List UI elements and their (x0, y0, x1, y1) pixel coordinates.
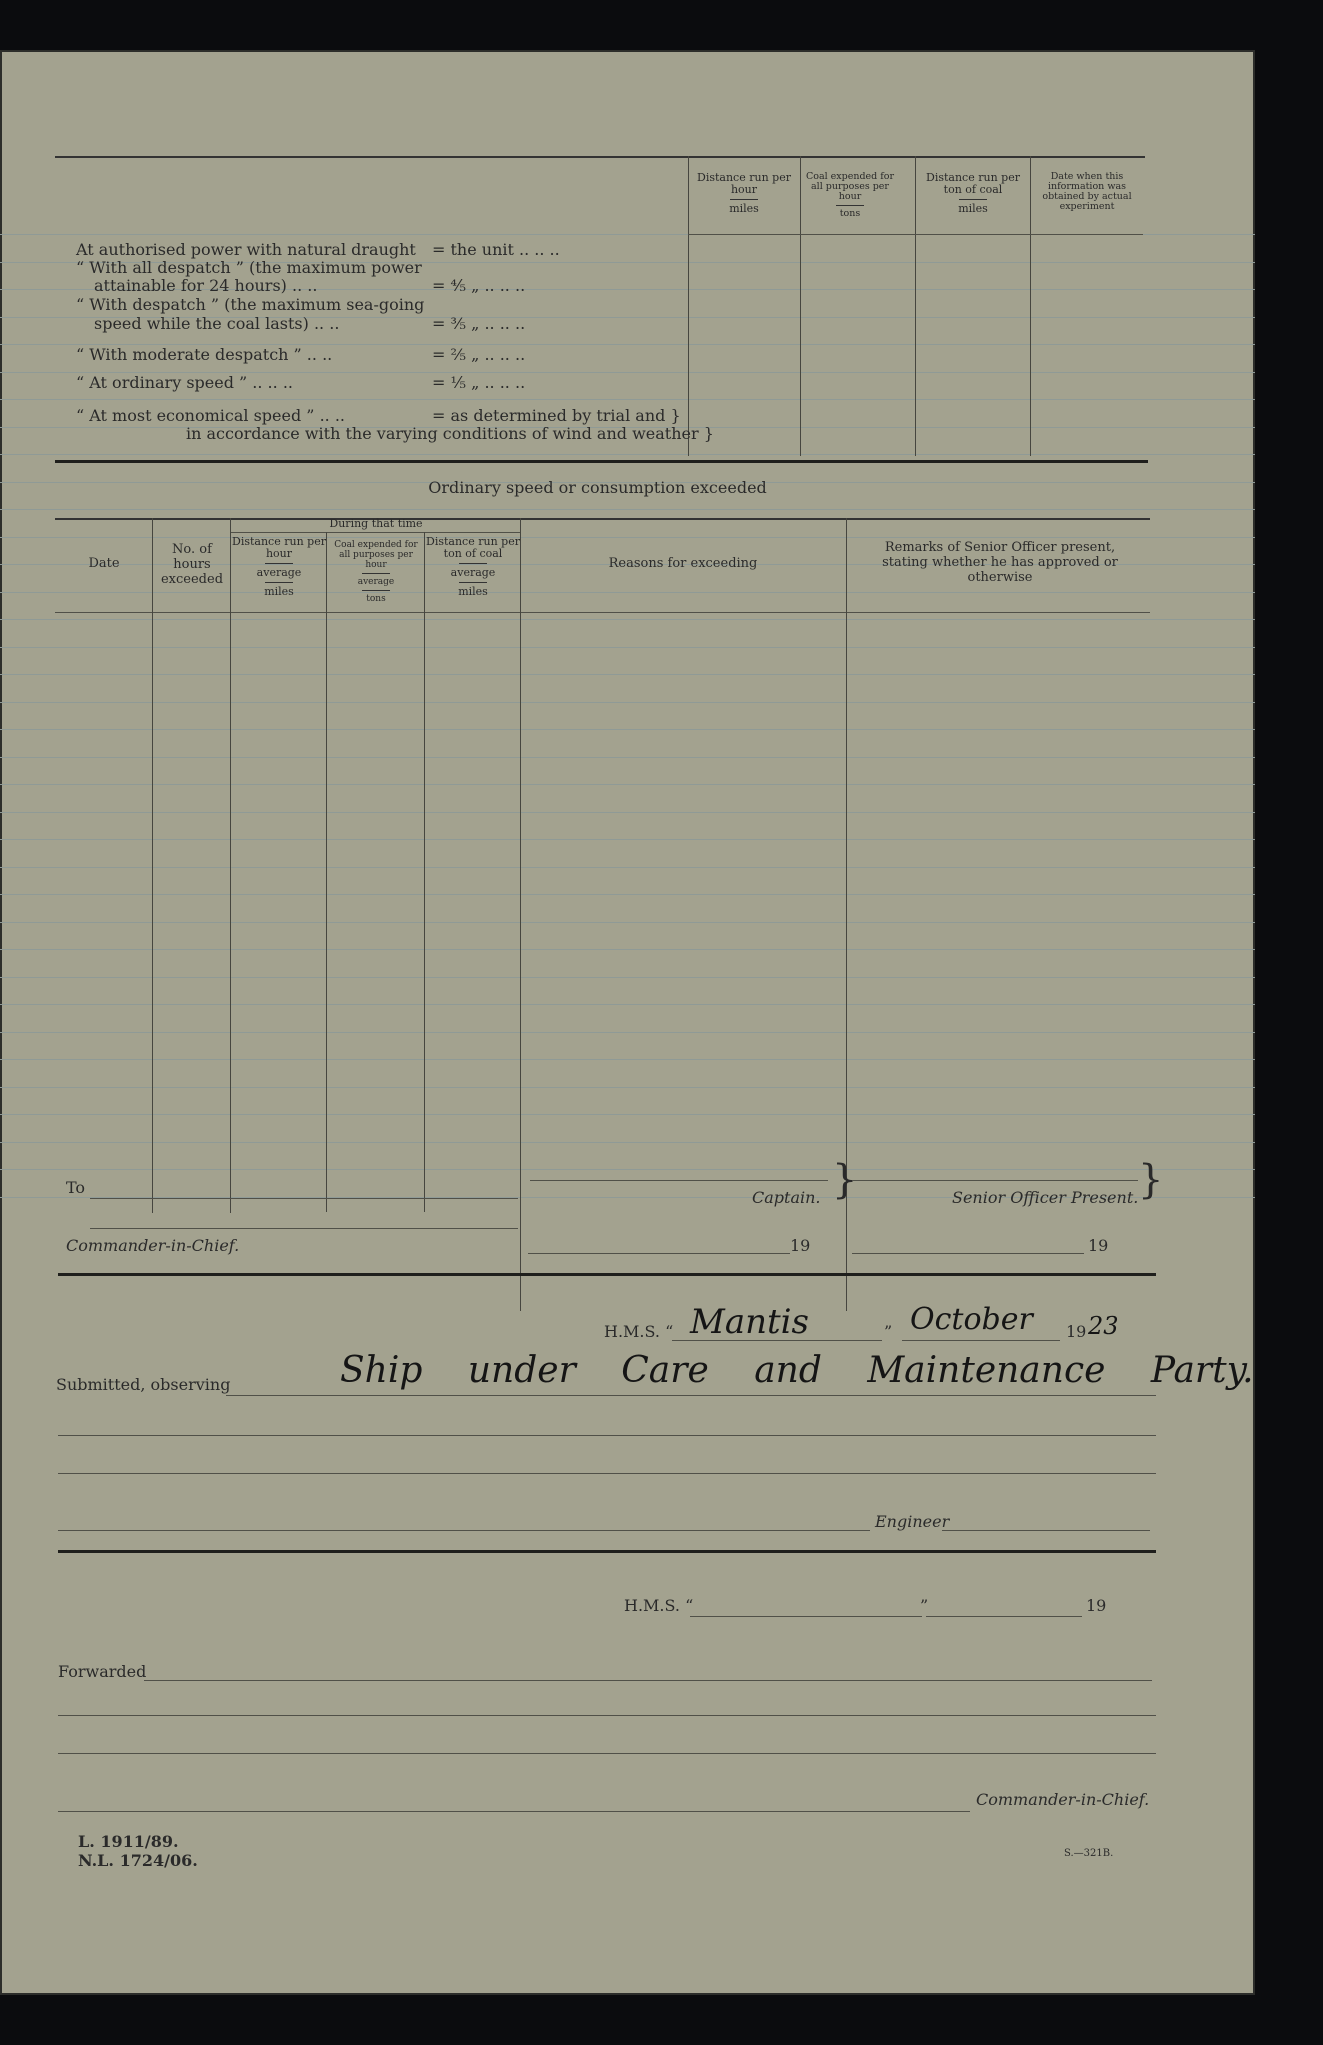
ruled-line (0, 839, 1255, 840)
observation-line-2[interactable] (58, 1435, 1156, 1436)
forwarded-line[interactable] (144, 1680, 1152, 1681)
ruled-line (0, 757, 1255, 758)
month-line-2[interactable] (926, 1616, 1082, 1617)
row-authorised-rate: = the unit .. .. .. (432, 240, 560, 259)
row-authorised-label: At authorised power with natural draught (76, 240, 416, 259)
close-quote-2: ” (920, 1596, 929, 1615)
ruled-line (0, 1032, 1255, 1033)
section-rule (55, 460, 1148, 463)
row-despatch-label: “ With despatch ” (the maximum sea-going (76, 295, 425, 314)
header-dist-ton: Distance run per ton of coal average miles (426, 535, 520, 598)
table-header-rule (55, 612, 1150, 613)
to-line[interactable] (90, 1198, 518, 1199)
row-ordinary-rate: = ⅕ „ .. .. .. (432, 373, 526, 392)
header-coal-expended: Coal expended for all purposes per hour tons (805, 171, 895, 219)
header-date: Date (88, 556, 120, 571)
col-divider (800, 156, 801, 456)
col-divider (520, 518, 521, 1311)
hms-prefix: H.M.S. “ (604, 1322, 674, 1341)
commander-label-2: Commander-in-Chief. (976, 1790, 1150, 1809)
row-ordinary-label: “ At ordinary speed ” .. .. .. (76, 373, 293, 392)
during-rule (230, 532, 520, 533)
header-coal: Coal expended for all purposes per hour average tons (334, 540, 418, 604)
ruled-line (0, 729, 1255, 730)
col-divider (688, 156, 689, 456)
ruled-line (0, 702, 1255, 703)
row-despatch-label2: speed while the coal lasts) .. .. (94, 314, 340, 333)
table-top-rule (55, 518, 1150, 520)
month-line (902, 1340, 1060, 1341)
header-reasons: Reasons for exceeding (608, 556, 758, 571)
header-distance-per-ton: Distance run per ton of coal miles (926, 171, 1020, 215)
section-rule (58, 1273, 1156, 1276)
row-economical-label: “ At most economical speed ” .. .. (76, 406, 345, 425)
year-prefix: 19 (1066, 1322, 1087, 1341)
col-divider (230, 518, 231, 1213)
ruled-line (0, 867, 1255, 868)
col-divider (915, 156, 916, 456)
form-page (0, 50, 1255, 1995)
observation-line (226, 1395, 1156, 1396)
row-moderate-label: “ With moderate despatch ” .. .. (76, 345, 333, 364)
senior-officer-date-line[interactable] (852, 1253, 1084, 1254)
forwarded-line-3[interactable] (58, 1753, 1156, 1754)
forwarded-line-2[interactable] (58, 1715, 1156, 1716)
captain-year: 19 (790, 1236, 811, 1255)
ship-name-line (672, 1340, 882, 1341)
ref-2: N.L. 1724/06. (78, 1851, 198, 1870)
header-dist-hour: Distance run per hour average miles (232, 535, 326, 598)
ruled-line (0, 1114, 1255, 1115)
ship-name-line-2[interactable] (690, 1616, 922, 1617)
ruled-line (0, 949, 1255, 950)
ship-name[interactable]: Mantis (690, 1302, 809, 1342)
engineer-line-tail (942, 1530, 1150, 1531)
engineer-label: Engineer (875, 1512, 950, 1531)
year-2: 19 (1086, 1596, 1107, 1615)
observation[interactable]: Ship under Care and Maintenance Party. (340, 1350, 1254, 1391)
ruled-line (0, 1059, 1255, 1060)
forwarded-label: Forwarded (58, 1662, 147, 1681)
ruled-line (0, 399, 1255, 400)
ruled-line (0, 784, 1255, 785)
brace: } (1138, 1157, 1164, 1203)
ruled-line (0, 454, 1255, 455)
ruled-line (0, 509, 1255, 510)
col-divider (424, 532, 425, 1212)
top-rule (55, 156, 1145, 158)
row-economical-rate: = as determined by trial and } (432, 406, 681, 425)
section-rule (58, 1550, 1156, 1553)
month[interactable]: October (910, 1302, 1033, 1337)
form-number: S.—321B. (1064, 1848, 1114, 1859)
submitted-label: Submitted, observing (56, 1375, 231, 1394)
captain-date-line[interactable] (528, 1253, 790, 1254)
header-hours: No. of hours exceeded (160, 542, 224, 587)
col-divider (326, 532, 327, 1212)
col-divider (152, 518, 153, 1213)
header-rule (688, 234, 1143, 235)
header-during: During that time (329, 517, 423, 530)
row-all-despatch-label2: attainable for 24 hours) .. .. (94, 276, 318, 295)
header-remarks: Remarks of Senior Officer present, stating whether he has approved or otherwise (882, 540, 1118, 585)
header-distance-per-hour: Distance run per hour miles (697, 171, 791, 215)
row-all-despatch-label: “ With all despatch ” (the maximum power (76, 258, 422, 277)
ruled-line (0, 894, 1255, 895)
to-label: To (66, 1178, 86, 1197)
hms-prefix-2: H.M.S. “ (624, 1596, 694, 1615)
header-date-obtained: Date when this information was obtained by actual experiment (1042, 171, 1132, 212)
ref-1: L. 1911/89. (78, 1832, 179, 1851)
section-title: Ordinary speed or consumption exceeded (428, 478, 767, 497)
row-despatch-rate: = ⅗ „ .. .. .. (432, 314, 526, 333)
close-quote: ” (884, 1322, 893, 1341)
senior-officer-year: 19 (1088, 1236, 1109, 1255)
commander-label: Commander-in-Chief. (66, 1236, 240, 1255)
col-divider (1030, 156, 1031, 456)
commander-signature-line[interactable] (58, 1811, 970, 1812)
captain-label: Captain. (752, 1188, 821, 1207)
captain-signature-line[interactable] (530, 1180, 828, 1181)
to-line-2[interactable] (90, 1228, 518, 1229)
ruled-line (0, 647, 1255, 648)
brace: } (832, 1157, 858, 1203)
ruled-line (0, 977, 1255, 978)
row-economical-line2: in accordance with the varying conditions of wind and weather } (186, 424, 714, 443)
row-all-despatch-rate: = ⅘ „ .. .. .. (432, 276, 526, 295)
ruled-line (0, 1004, 1255, 1005)
ruled-line (0, 1087, 1255, 1088)
ruled-line (0, 537, 1255, 538)
ruled-line (0, 674, 1255, 675)
ruled-line (0, 922, 1255, 923)
ruled-line (0, 592, 1255, 593)
ruled-line (0, 1169, 1255, 1170)
engineer-signature-line[interactable] (58, 1530, 870, 1531)
ruled-line (0, 619, 1255, 620)
year-suffix[interactable]: 23 (1088, 1312, 1119, 1340)
row-moderate-rate: = ⅖ „ .. .. .. (432, 345, 526, 364)
ruled-line (0, 1142, 1255, 1143)
senior-officer-label: Senior Officer Present. (952, 1188, 1139, 1207)
senior-officer-signature-line[interactable] (852, 1180, 1138, 1181)
observation-line-3[interactable] (58, 1473, 1156, 1474)
ruled-line (0, 812, 1255, 813)
